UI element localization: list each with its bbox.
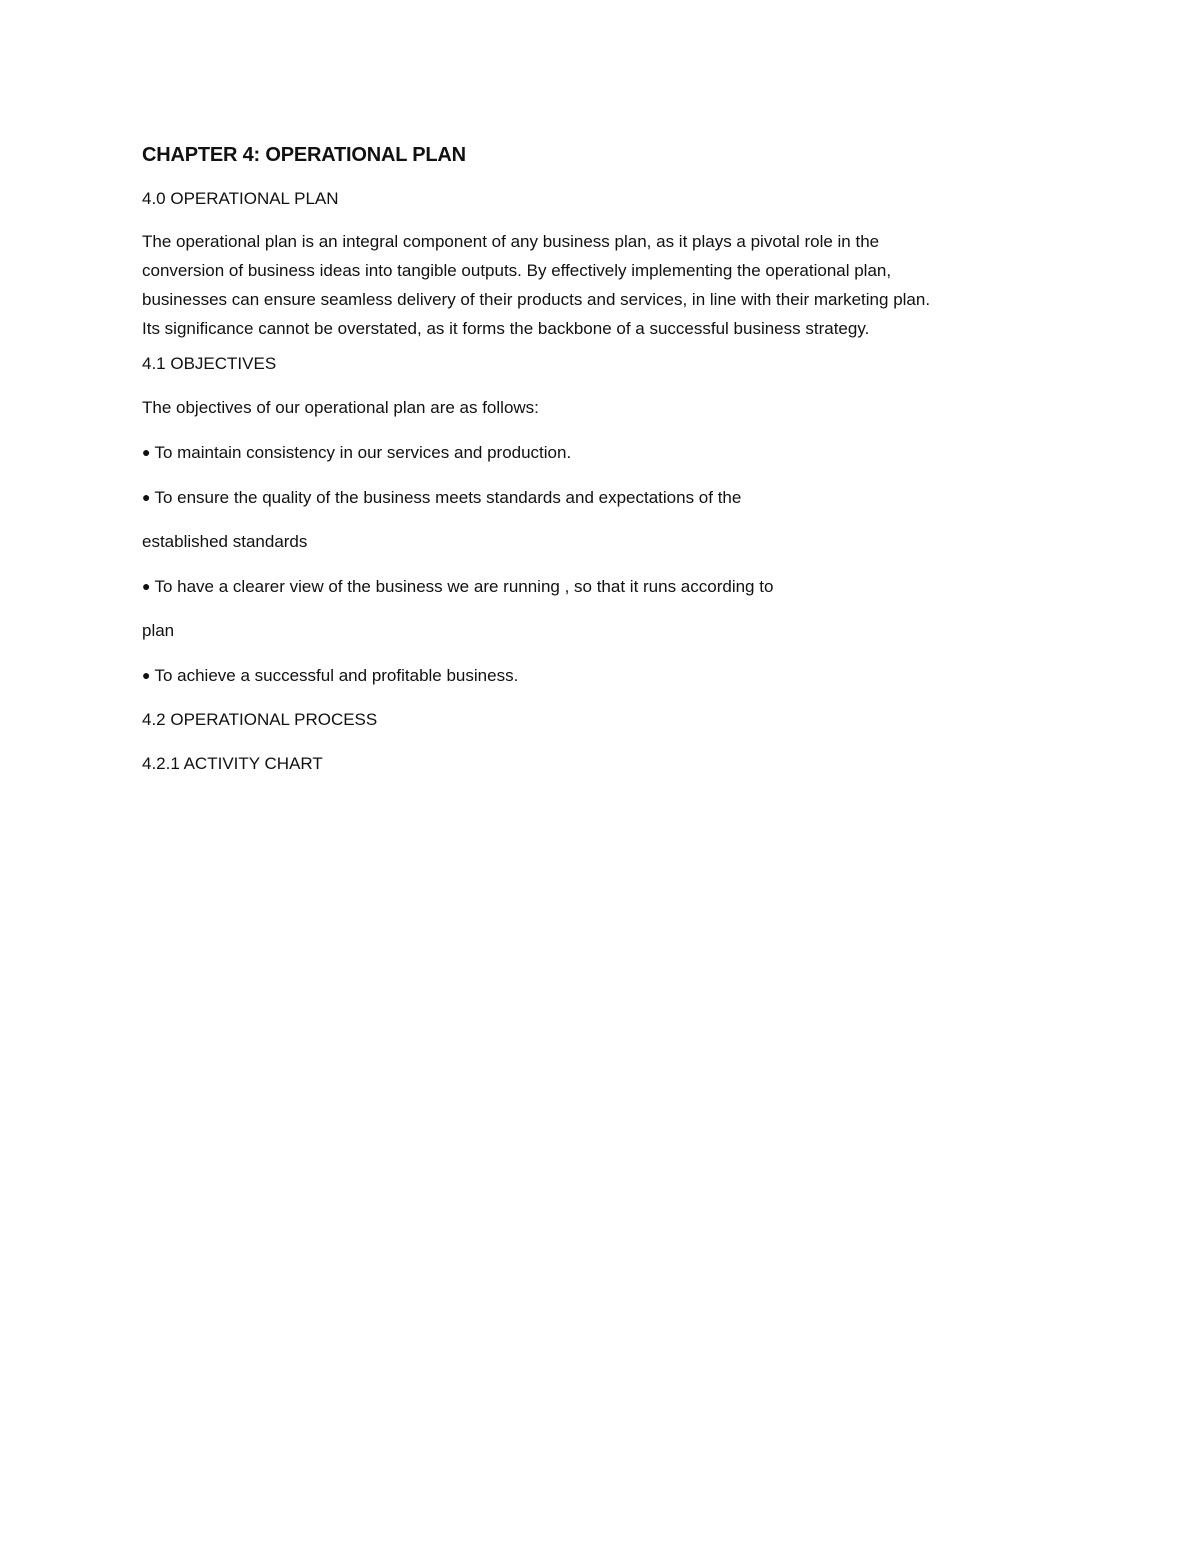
bullet-icon: ● bbox=[142, 578, 151, 594]
list-item-continuation: established standards bbox=[142, 532, 308, 551]
chapter-title: CHAPTER 4: OPERATIONAL PLAN bbox=[142, 144, 466, 166]
section-heading-4-0: 4.0 OPERATIONAL PLAN bbox=[142, 189, 339, 208]
bullet-icon: ● bbox=[142, 444, 151, 460]
list-item-continuation: plan bbox=[142, 621, 175, 640]
document-content bbox=[142, 140, 1072, 797]
list-item bbox=[142, 486, 1072, 509]
paragraph-line: conversion of business ideas into tangible outputs. By effectively implementing the operational plan, bbox=[142, 261, 892, 280]
list-item-text: To maintain consistency in our services and production. bbox=[154, 443, 572, 462]
list-item-text: To ensure the quality of the business meets standards and expectations of the bbox=[154, 488, 742, 507]
paragraph-line: businesses can ensure seamless delivery of their products and services, in line with their marketing plan. bbox=[142, 290, 931, 309]
list-item-text: To have a clearer view of the business we are running , so that it runs according to bbox=[154, 577, 774, 596]
bullet-icon: ● bbox=[142, 489, 151, 505]
bullet-icon: ● bbox=[142, 667, 151, 683]
list-item bbox=[142, 575, 1072, 598]
operational-plan-paragraph bbox=[142, 227, 1072, 343]
sub-heading-4-2-1: 4.2.1 ACTIVITY CHART bbox=[142, 754, 323, 773]
section-heading-4-1: 4.1 OBJECTIVES bbox=[142, 354, 277, 373]
paragraph-line: Its significance cannot be overstated, as it forms the backbone of a successful business strategy. bbox=[142, 319, 870, 338]
list-item bbox=[142, 441, 1072, 464]
objectives-list bbox=[142, 441, 1072, 687]
section-heading-4-2: 4.2 OPERATIONAL PROCESS bbox=[142, 710, 378, 729]
list-item-text: To achieve a successful and profitable business. bbox=[154, 666, 519, 685]
paragraph-line: The operational plan is an integral component of any business plan, as it plays a pivotal role in the bbox=[142, 232, 880, 251]
objectives-intro: The objectives of our operational plan are as follows: bbox=[142, 398, 539, 417]
list-item bbox=[142, 664, 1072, 687]
